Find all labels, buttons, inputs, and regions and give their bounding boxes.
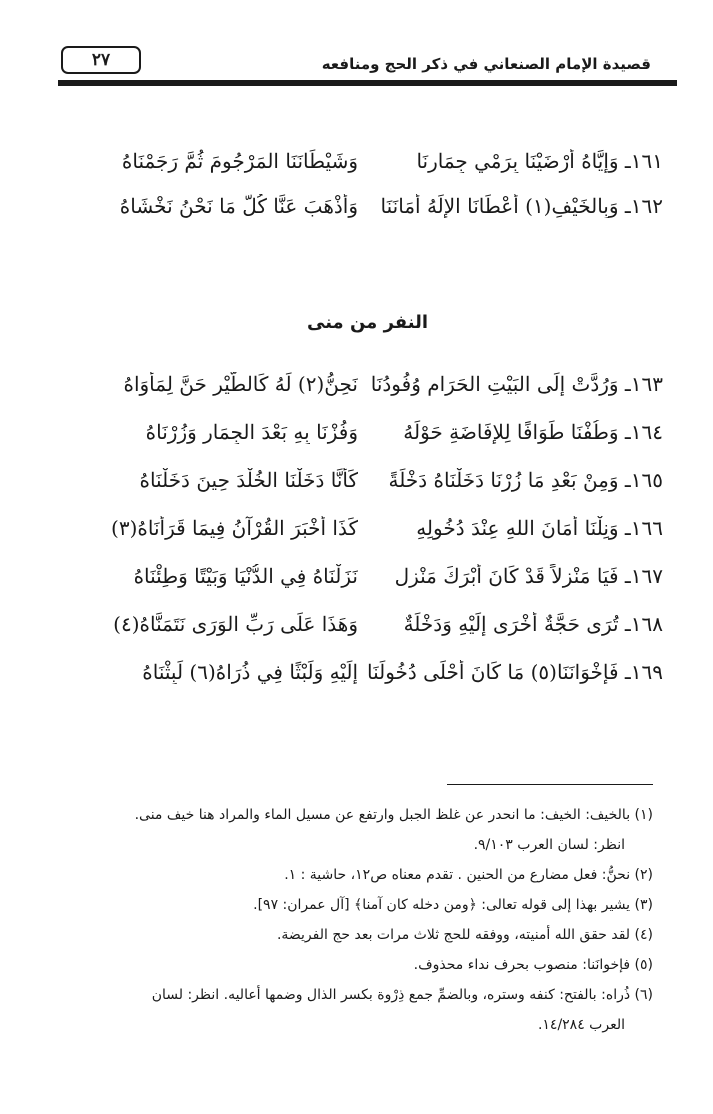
verse-second-hemistich: نَزَلْنَاهُ فِي الدُّنْيَا وَبَيْتًا وَطِئْنَاهُ	[133, 564, 358, 588]
verses-block-2	[58, 360, 677, 696]
section-title: النفر من منى	[306, 312, 428, 333]
verse-162	[58, 183, 677, 228]
verse-first-hemistich: ١٦٥ـ وَمِنْ بَعْدِ مَا زُرْنَا دَخَلْنَاهُ دَخْلَةً	[388, 468, 663, 492]
verses-block-1	[58, 138, 677, 228]
footnote-rule	[447, 784, 653, 785]
verse-second-hemistich: كَأَنَّا دَخَلْنَا الخُلْدَ حِينَ دَخَلْنَاهُ	[139, 468, 358, 492]
verse-168	[58, 600, 677, 648]
verse-second-hemistich: وَأَذْهَبَ عَنَّا كُلَّ مَا نَحْنُ نَخْشَاهُ	[119, 193, 358, 218]
verse-163	[58, 360, 677, 408]
verse-first-hemistich: ١٦٤ـ وَطُفْنَا طَوَافًا لِلإِفَاضَةِ حَوْلَهُ	[403, 420, 663, 444]
verse-first-hemistich: ١٦٢ـ وَبِالخَيْفِ(١) أَعْطَانَا الإِلَهُ أَمَانَنَا	[380, 193, 663, 218]
verse-first-hemistich: ١٦٩ـ فَإِخْوَانَنَا(٥) مَا كَانَ أَحْلَى دُخُولَنَا	[367, 660, 663, 684]
footnote-1-continuation: انظر: لسان العرب ٩/١٠٣.	[473, 837, 625, 853]
page-number: ٢٧	[91, 50, 111, 70]
verse-164	[58, 408, 677, 456]
footnote-3: (٣) يشير بهذا إلى قوله تعالى: ﴿ومن دخله كان آمنا﴾ [آل عمران: ٩٧].	[253, 897, 653, 913]
verse-second-hemistich: وَهَذَا عَلَى رَبِّ الوَرَى نَتَمَنَّاهُ(٤)	[113, 612, 358, 636]
footnote-6: (٦) ذُراه: بالفتح: كنفه وستره، وبالضمِّ جمع ذِرْوة بكسر الذال وضمها أعاليه. انظر: لسان	[151, 987, 653, 1003]
verse-first-hemistich: ١٦٣ـ وَرُدَّتْ إِلَى البَيْتِ الحَرَامِ وُفُودُنَا	[370, 372, 663, 396]
verse-second-hemistich: وَفُزْنَا بِهِ بَعْدَ الجِمَارِ وَزُرْنَاهُ	[145, 420, 358, 444]
header-rule	[58, 80, 677, 86]
verse-second-hemistich: إِلَيْهِ وَلَبْثًا فِي ذُرَاهُ(٦) لَبِثْنَاهُ	[142, 660, 358, 684]
running-title: قصيدة الإمام الصنعاني في ذكر الحج ومنافعه	[321, 55, 651, 73]
verse-166	[58, 504, 677, 552]
page-number-box	[61, 46, 141, 74]
footnote-4: (٤) لقد حقق الله أمنيته، ووفقه للحج ثلاث مرات بعد حج الفريضة.	[276, 927, 653, 943]
verse-second-hemistich: وَشَيْطَانَنَا المَرْجُومَ ثُمَّ رَجَمْنَاهُ	[121, 148, 358, 173]
verse-first-hemistich: ١٦١ـ وَإِيَّاهُ أَرْضَيْنَا بِرَمْيِ جِمَارِنَا	[416, 148, 663, 173]
footnotes	[63, 800, 653, 1040]
verse-first-hemistich: ١٦٧ـ فَيَا مَنْزِلاً قَدْ كَانَ أَبْرَكَ مَنْزِلِ	[394, 564, 663, 588]
verse-167	[58, 552, 677, 600]
footnote-1: (١) بالخيف: الخيف: ما انحدر عن غلظ الجبل وارتفع عن مسيل الماء والمراد هنا خيف منى.	[134, 807, 653, 823]
verse-first-hemistich: ١٦٦ـ وَنِلْنَا أَمَانَ اللهِ عِنْدَ دُخُولِهِ	[416, 516, 663, 540]
verse-second-hemistich: نَحِنُّ(٢) لَهُ كَالطَّيْرِ حَنَّ لِمَأْوَاهُ	[123, 372, 358, 396]
footnote-5: (٥) فإخوانَنا: منصوب بحرف نداء محذوف.	[413, 957, 653, 973]
verse-first-hemistich: ١٦٨ـ تُرَى حَجَّةٌ أُخْرَى إِلَيْهِ وَدَخْلَةٌ	[403, 612, 663, 636]
footnote-2: (٢) نحنُّ: فعل مضارع من الحنين . تقدم معناه ص١٢، حاشية : ١.	[284, 867, 653, 883]
verse-169	[58, 648, 677, 696]
verse-second-hemistich: كَذَا أَخْبَرَ القُرْآنُ فِيمَا قَرَأْنَاهُ(٣)	[111, 516, 358, 540]
verse-165	[58, 456, 677, 504]
verse-161	[58, 138, 677, 183]
footnote-6-continuation: العرب ١٤/٢٨٤.	[537, 1017, 625, 1033]
